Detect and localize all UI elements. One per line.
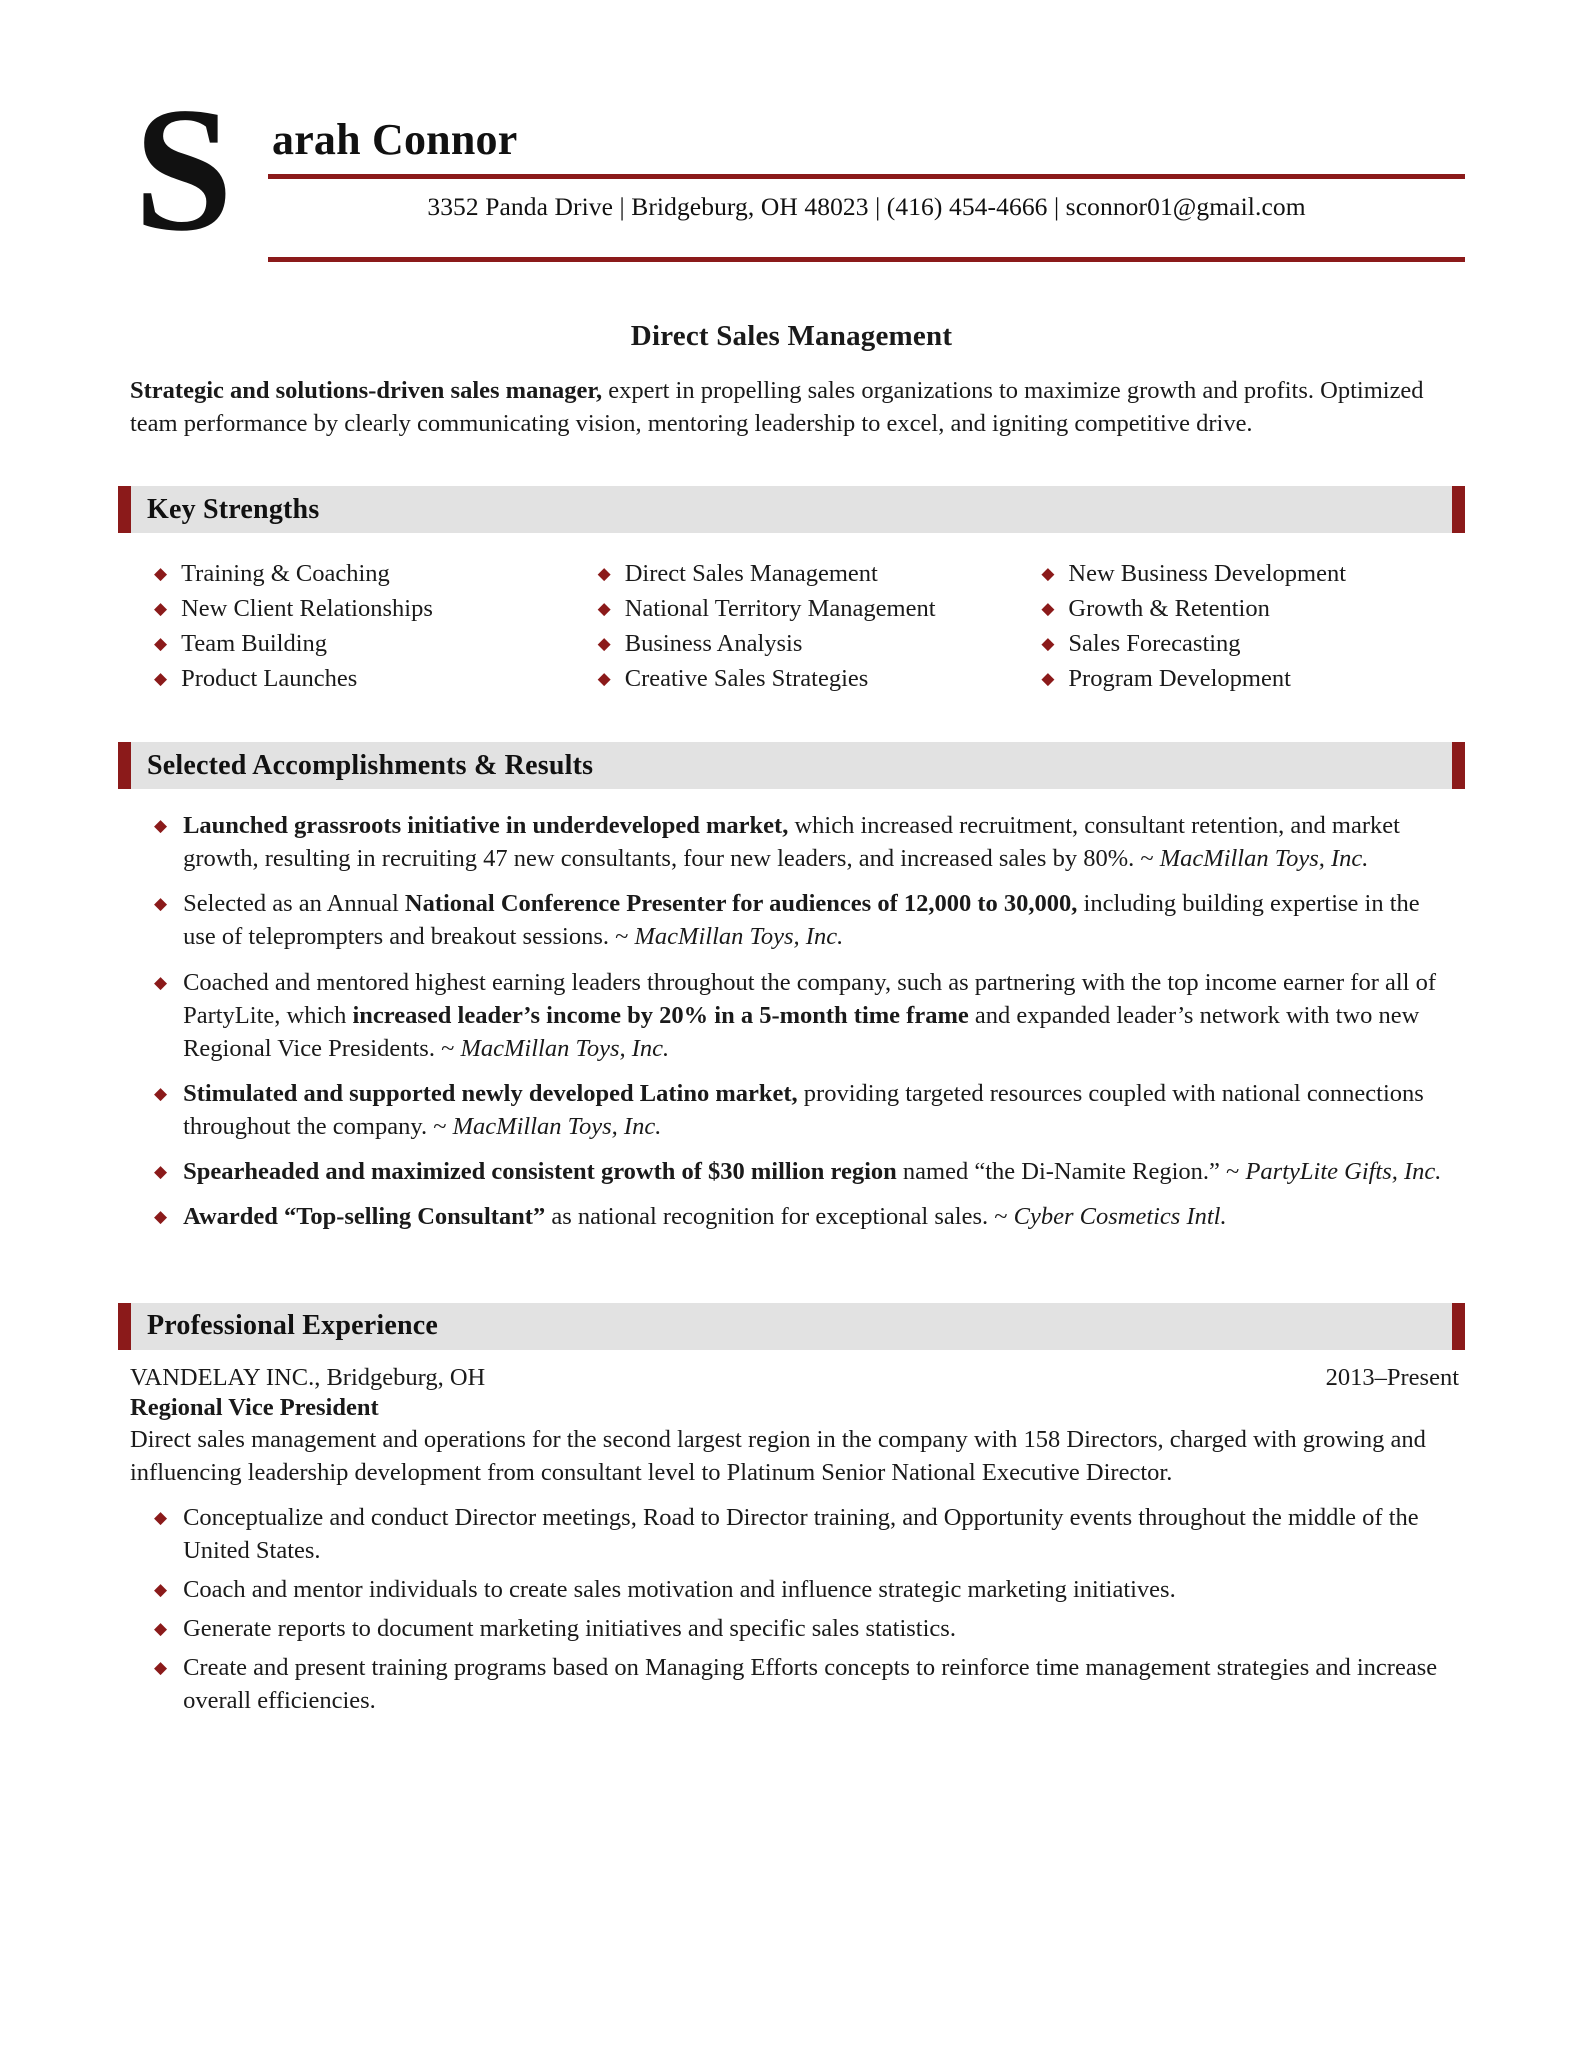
experience-bullets: [118, 1495, 1465, 1717]
accomplishment-text: [183, 809, 1455, 875]
list-item: [598, 557, 1022, 592]
accomplishment-body: which increased recruitment, consultant retention, and market growth, resulting in recruiting 47 new consultants, four new leaders, and increased sales by 80%. ~: [183, 812, 1400, 873]
diamond-bullet-icon: ◆: [154, 598, 168, 618]
diamond-bullet-icon: ◆: [597, 598, 611, 618]
list-item: [154, 557, 578, 592]
job-role: Regional Vice President: [130, 1393, 379, 1421]
strength-label: Business Analysis: [624, 629, 803, 657]
diamond-bullet-icon: ◆: [154, 1083, 168, 1103]
diamond-bullet-icon: ◆: [154, 816, 168, 836]
accomplishment-pre: Coached and mentored highest earning leaders throughout the company, such as partnering with the top income earner for all of PartyLite, which: [183, 968, 1437, 1029]
list-item: [598, 592, 1022, 627]
accomplishment-body: providing targeted resources coupled with national connections throughout the company. ~: [183, 1079, 1424, 1140]
list-item: [154, 809, 1455, 875]
list-item: [154, 1651, 1455, 1717]
list-item: [1041, 557, 1465, 592]
accomplishment-text: [183, 1200, 1455, 1233]
diamond-bullet-icon: ◆: [154, 1206, 168, 1226]
accomplishment-body: including building expertise in the use of teleprompters and breakout sessions. ~: [183, 890, 1420, 951]
diamond-bullet-icon: ◆: [597, 668, 611, 688]
diamond-bullet-icon: ◆: [597, 564, 611, 584]
list-item: [154, 887, 1455, 953]
strength-label: Sales Forecasting: [1068, 629, 1241, 657]
diamond-bullet-icon: ◆: [154, 1619, 168, 1639]
strength-label: New Business Development: [1068, 560, 1347, 588]
section-accent-right: [1452, 486, 1465, 533]
job-dates: 2013–Present: [1325, 1363, 1459, 1391]
list-item: [154, 627, 578, 662]
job-description: Direct sales management and operations for the second largest region in the company with 158 Directors, charged with growing and influencing leadership development from consultant level to Platinum Senior National Executive Director.: [130, 1425, 1426, 1486]
header-rule-top: [268, 174, 1465, 179]
list-item: [1041, 592, 1465, 627]
strength-label: Training & Coaching: [181, 560, 390, 588]
section-accent-right: [1452, 1303, 1465, 1350]
section-title-accomplishments: Selected Accomplishments & Results: [147, 749, 594, 781]
diamond-bullet-icon: ◆: [154, 1161, 168, 1181]
accomplishment-body: and expanded leader’s network with two new Regional Vice Presidents. ~: [183, 1001, 1420, 1062]
accomplishment-lead: Awarded “Top-selling Consultant”: [183, 1202, 546, 1230]
key-strengths-grid: [118, 547, 1465, 696]
accomplishment-emphasis: National Conference Presenter for audiences of 12,000 to 30,000,: [404, 890, 1078, 918]
list-item: [154, 1200, 1455, 1233]
accomplishment-company: PartyLite Gifts, Inc.: [1245, 1157, 1442, 1185]
accomplishment-pre: Selected as an Annual: [183, 890, 405, 918]
section-header-accomplishments: [118, 742, 1465, 789]
accomplishment-lead: Stimulated and supported newly developed Latino market,: [183, 1079, 798, 1107]
strength-label: New Client Relationships: [181, 594, 433, 622]
name-dropcap: S: [134, 70, 231, 268]
accomplishment-text: [183, 1077, 1455, 1143]
page-title: Direct Sales Management: [630, 320, 953, 352]
accomplishment-text: [183, 887, 1455, 953]
list-item: [598, 627, 1022, 662]
resume-header: [118, 70, 1465, 276]
list-item: [154, 966, 1455, 1065]
accomplishment-emphasis: increased leader’s income by 20% in a 5-month time frame: [352, 1001, 969, 1029]
list-item: [154, 662, 578, 697]
diamond-bullet-icon: ◆: [154, 633, 168, 653]
job-header: [118, 1364, 1465, 1392]
diamond-bullet-icon: ◆: [154, 1658, 168, 1678]
list-item: [154, 1077, 1455, 1143]
summary-rest: expert in propelling sales organizations to maximize growth and profits. Optimized team performance by clearly communicating vision, mentoring leadership to excel, and igniting competitive drive.: [130, 377, 1424, 437]
summary-lead: Strategic and solutions-driven sales manager,: [130, 377, 603, 404]
accomplishment-company: Cyber Cosmetics Intl.: [1013, 1202, 1227, 1230]
accomplishment-company: MacMillan Toys, Inc.: [1159, 845, 1369, 873]
candidate-name: arah Connor: [272, 115, 518, 164]
accomplishment-company: MacMillan Toys, Inc.: [460, 1034, 670, 1062]
experience-bullet-text: Conceptualize and conduct Director meetings, Road to Director training, and Opportunity events throughout the middle of the United States.: [183, 1504, 1419, 1565]
section-header-key-strengths: [118, 486, 1465, 533]
list-item: [154, 1573, 1455, 1606]
strength-label: Program Development: [1068, 664, 1291, 692]
diamond-bullet-icon: ◆: [597, 633, 611, 653]
list-item: [154, 1155, 1455, 1188]
strength-label: Creative Sales Strategies: [624, 664, 869, 692]
accomplishment-text: [183, 1155, 1455, 1188]
accomplishment-lead: Launched grassroots initiative in underdeveloped market,: [183, 812, 789, 840]
strength-label: Growth & Retention: [1068, 594, 1270, 622]
diamond-bullet-icon: ◆: [1041, 633, 1055, 653]
accomplishment-company: MacMillan Toys, Inc.: [452, 1112, 662, 1140]
experience-bullet-text: Coach and mentor individuals to create sales motivation and influence strategic marketing initiatives.: [183, 1576, 1176, 1604]
contact-info: 3352 Panda Drive | Bridgeburg, OH 48023 | (416) 454-4666 | sconnor01@gmail.com: [427, 192, 1306, 221]
section-header-experience: [118, 1303, 1465, 1350]
list-item: [154, 1501, 1455, 1567]
diamond-bullet-icon: ◆: [154, 1580, 168, 1600]
section-accent-left: [118, 486, 131, 533]
list-item: [1041, 662, 1465, 697]
diamond-bullet-icon: ◆: [154, 564, 168, 584]
experience-bullet-text: Create and present training programs based on Managing Efforts concepts to reinforce time management strategies and increase overall efficiencies.: [183, 1654, 1438, 1715]
diamond-bullet-icon: ◆: [154, 1508, 168, 1528]
accomplishments-list: [118, 803, 1465, 1233]
accomplishment-lead: Spearheaded and maximized consistent growth of $30 million region: [183, 1157, 897, 1185]
accomplishment-company: MacMillan Toys, Inc.: [634, 923, 844, 951]
list-item: [1041, 627, 1465, 662]
section-accent-right: [1452, 742, 1465, 789]
list-item: [598, 662, 1022, 697]
section-accent-left: [118, 742, 131, 789]
strength-label: Team Building: [181, 629, 328, 657]
header-rule-bottom: [268, 257, 1465, 262]
section-title-experience: Professional Experience: [147, 1310, 439, 1342]
diamond-bullet-icon: ◆: [1041, 564, 1055, 584]
strength-label: Direct Sales Management: [624, 560, 878, 588]
experience-bullet-text: Generate reports to document marketing initiatives and specific sales statistics.: [183, 1615, 956, 1643]
accomplishment-text: [183, 966, 1455, 1065]
section-accent-left: [118, 1303, 131, 1350]
professional-summary: [130, 375, 1457, 440]
strength-label: Product Launches: [181, 664, 358, 692]
diamond-bullet-icon: ◆: [154, 972, 168, 992]
diamond-bullet-icon: ◆: [1041, 598, 1055, 618]
diamond-bullet-icon: ◆: [154, 894, 168, 914]
job-company: VANDELAY INC., Bridgeburg, OH: [130, 1363, 486, 1391]
diamond-bullet-icon: ◆: [1041, 668, 1055, 688]
diamond-bullet-icon: ◆: [154, 668, 168, 688]
strength-label: National Territory Management: [624, 594, 936, 622]
list-item: [154, 1612, 1455, 1645]
accomplishment-body: as national recognition for exceptional sales. ~: [545, 1202, 1014, 1230]
section-title-key-strengths: Key Strengths: [147, 493, 320, 525]
accomplishment-body: named “the Di-Namite Region.” ~: [896, 1157, 1246, 1185]
list-item: [154, 592, 578, 627]
